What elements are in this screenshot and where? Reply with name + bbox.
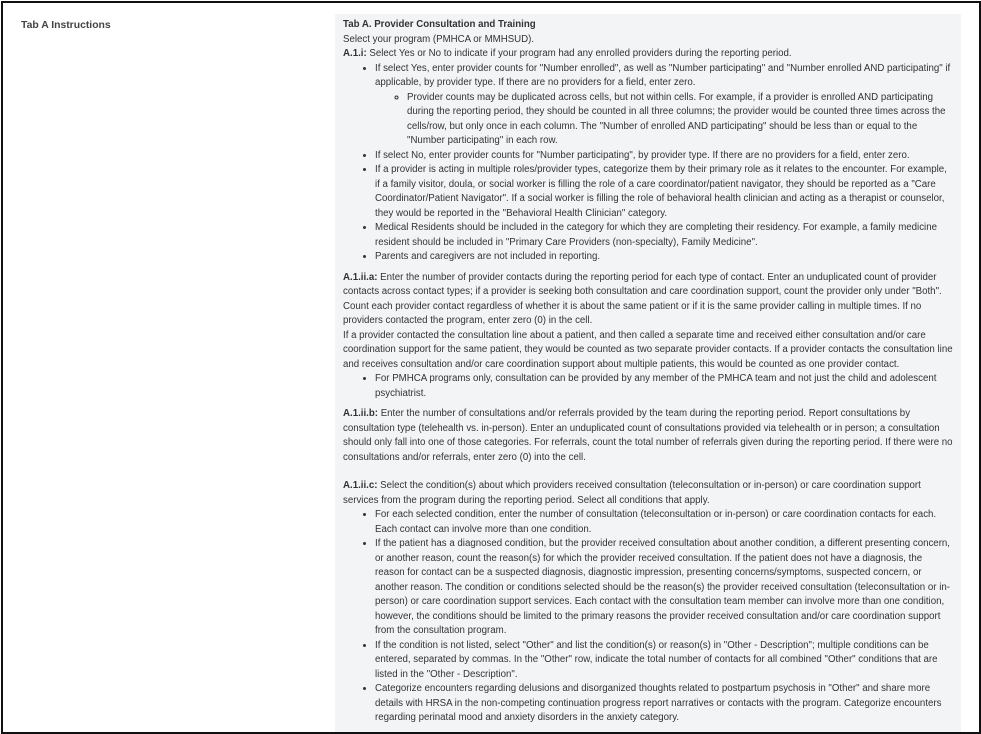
a1iic-list <box>343 508 953 726</box>
a1i-bullet-residents: • Medical Residents should be included in the category for which they are completing their residency. For example, a family medicine resident should be included in "Primary Care Providers (non-specialty), Family Medicine". <box>375 221 953 250</box>
a1iib-paragraph <box>343 407 953 465</box>
a1iia-text: Enter the number of provider contacts during the reporting period for each type of contact. Enter an unduplicated count of provider contacts across contact types; if a provider is seeking both consultation and care coordination support, count the provider only under "Both". Count each provider contact regardless of whether it is about the same patient or if it is the same provider calling in multiple times. If no providers contacted the program, enter zero (0) in the cell. <box>343 271 942 326</box>
tab-label: Tab A Instructions <box>21 20 111 31</box>
a1i-paragraph <box>343 47 953 62</box>
a1iic-label: A.1.ii.c: <box>343 480 378 491</box>
a1iic-bullet-categorize: • Categorize encounters regarding delusions and disorganized thoughts related to postpartum psychosis in "Other" and share more details with HRSA in the non-competing continuation progress report narratives or contacts with the program. Categorize encounters regarding perinatal mood and anxiety disorders in the anxiety category. <box>375 682 953 726</box>
a1i-bullet-yes <box>375 62 953 149</box>
a1iic-paragraph <box>343 479 953 508</box>
a1i-bullet-roles: • If a provider is acting in multiple roles/provider types, categorize them by their primary role as it relates to the encounter. For example, if a family visitor, doula, or social worker is filling the role of a care coordinator/patient navigator, they should be reported as a "Care Coordinator/Patient Navigator". If a social worker is filling the role of behavioral health clinician and acting as a therapist or counselor, they would be reported in the "Behavioral Health Clinician" category. <box>375 163 953 221</box>
a1iic-bullet-count: • For each selected condition, enter the number of consultation (teleconsultation or in-person) or care coordination contacts for each. Each contact can involve more than one condition. <box>375 508 953 537</box>
a1i-list <box>343 62 953 265</box>
section-heading: Tab A. Provider Consultation and Training <box>343 19 536 30</box>
a1i-sub-bullet: ◦ Provider counts may be duplicated across cells, but not within cells. For example, if a provider is enrolled AND participating during the reporting period, they should be counted in all three columns; the provider would be counted three times across the cells/row, but only once in each column. The "Number of enrolled AND participating" should be less than or equal to the "Number participating" in each row. <box>407 91 953 149</box>
a1i-text: Select Yes or No to indicate if your program had any enrolled providers during the reporting period. <box>366 48 792 59</box>
a1iic-bullet-diagnosis: • If the patient has a diagnosed condition, but the provider received consultation about another condition, a different presenting concern, or another reason, count the reason(s) for which the provider received consultation. If the patient does not have a diagnosis, the reason for contact can be a suspected diagnosis, diagnostic impression, presenting concerns/symptoms, suspected concern, or another reason. The condition or conditions selected should be the reason(s) the provider received consultation (teleconsultation or in-person) or care coordination support services. Each contact with the consultation team member can involve more than one condition, however, the conditions should be limited to the primary reasons the provider received consultation and/or care coordination support from the consultation program. <box>375 537 953 639</box>
a1iia-paragraph <box>343 271 953 329</box>
a1iib-text: Enter the number of consultations and/or referrals provided by the team during the reporting period. Report consultations by consultation type (telehealth vs. in-person). Enter an unduplicated count of consultations provided via telehealth or in person; a consultation should only fall into one of those categories. For referrals, count the total number of referrals given during the reporting period. If there were no consultations and/or referrals, enter zero (0) into the cell. <box>343 408 953 463</box>
instructions-panel <box>1 1 981 734</box>
a1i-bullet-parents: • Parents and caregivers are not included in reporting. <box>375 250 953 265</box>
a1i-bullet-yes-text: If select Yes, enter provider counts for "Number enrolled", as well as "Number participating" and "Number enrolled AND participating" if applicable, by provider type. If there are no providers for a field, enter zero. <box>375 62 951 88</box>
a1i-bullet-no: • If select No, enter provider counts for "Number participating", by provider type. If there are no providers for a field, enter zero. <box>375 149 953 164</box>
a1iic-text: Select the condition(s) about which providers received consultation (teleconsultation or in-person) or care coordination support services from the program during the reporting period. Select all conditions that apply. <box>343 480 921 506</box>
a1i-label: A.1.i: <box>343 48 367 59</box>
a1iia-label: A.1.ii.a: <box>343 271 378 283</box>
a1iia-paragraph-2: If a provider contacted the consultation line about a patient, and then called a separate time and received either consultation and/or care coordination support for the same patient, they would be counted as two separate provider contacts. If a provider contacts the consultation line and receives consultation and/or care coordination support about multiple patients, this would be counted as one provider contact. <box>343 329 953 370</box>
a1iib-label: A.1.ii.b: <box>343 408 378 419</box>
a1iic-bullet-other: • If the condition is not listed, select "Other" and list the condition(s) or reason(s) in "Other - Description"; multiple conditions can be entered, separated by commas. In the "Other" row, indicate the total number of contacts for all combined "Other" conditions that are listed in the "Other - Description". <box>375 639 953 683</box>
a1iia-list <box>343 372 953 401</box>
a1iia-bullet-pmhca: • For PMHCA programs only, consultation can be provided by any member of the PMHCA team and not just the child and adolescent psychiatrist. <box>375 372 953 401</box>
a1i-sublist <box>375 91 953 149</box>
intro-text: Select your program (PMHCA or MMHSUD). <box>343 33 535 45</box>
instructions-content <box>335 14 961 734</box>
